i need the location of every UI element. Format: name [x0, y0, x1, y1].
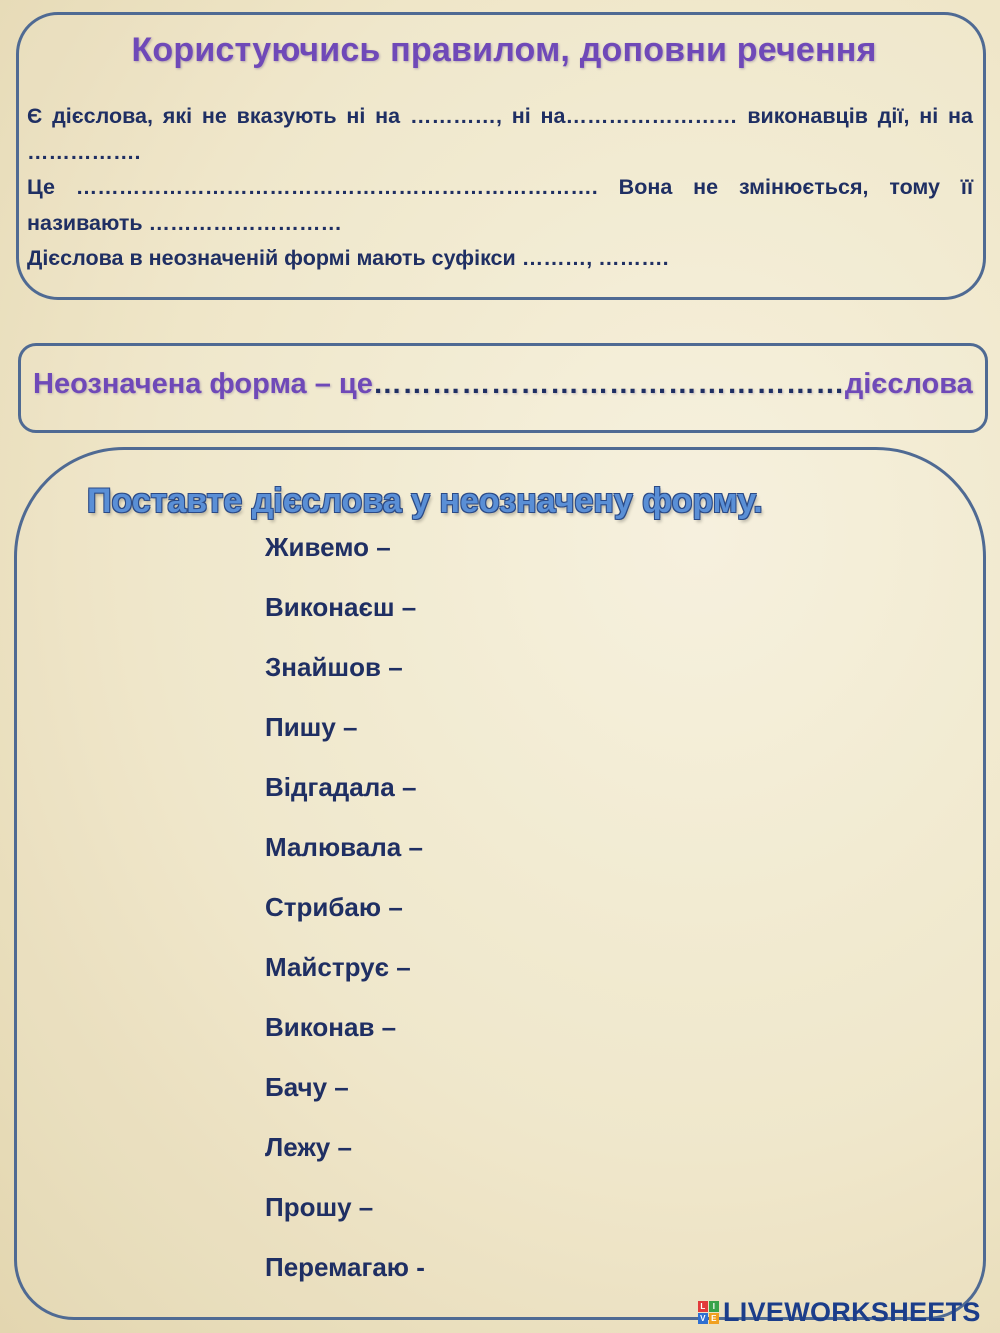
verb-item: Перемагаю - [265, 1252, 425, 1282]
verb-item: Пишу – [265, 712, 358, 742]
verb-item: Виконаєш – [265, 592, 417, 622]
verb-exercise-box [14, 447, 986, 1320]
verb-item: Знайшов – [265, 652, 403, 682]
definition-prefix: Неозначена форма – це [33, 368, 373, 400]
rule-text [27, 99, 973, 277]
verb-item: Стрибаю – [265, 892, 403, 922]
rule-line-1: Є дієслова, які не вказують ні на …………, ні на…………………… виконавців дії, ні на ……………. [27, 104, 973, 164]
verb-item: Майструє – [265, 952, 411, 982]
liveworksheets-logo-text: LIVEWORKSHEETS [723, 1297, 981, 1327]
verb-item: Малювала – [265, 832, 423, 862]
verb-item: Виконав – [265, 1012, 397, 1042]
rule-line-3: Дієслова в неозначеній формі мають суфікси ………, ………. [27, 246, 669, 270]
verb-item: Живемо – [265, 532, 391, 562]
verb-item: Лежу – [265, 1132, 352, 1162]
liveworksheets-logo[interactable] [698, 1297, 981, 1328]
definition-blank: ………………………………………… [372, 368, 845, 400]
definition-suffix: дієслова [844, 368, 973, 400]
rule-line-2: Це ………………………………………………………………. Вона не змінюється, тому її називають ……………………… [27, 175, 973, 235]
liveworksheets-logo-icon: L I V E [698, 1301, 719, 1324]
rule-completion-box [16, 12, 986, 300]
rule-completion-title: Користуючись правилом, доповни речення [131, 31, 877, 69]
verb-list [265, 528, 425, 1308]
verb-item: Прошу – [265, 1192, 374, 1222]
verb-item: Бачу – [265, 1072, 349, 1102]
definition-box [18, 343, 988, 433]
verb-exercise-title: Поставте дієслова у неозначену форму. [87, 482, 763, 520]
verb-item: Відгадала – [265, 772, 417, 802]
definition-line [33, 368, 973, 401]
